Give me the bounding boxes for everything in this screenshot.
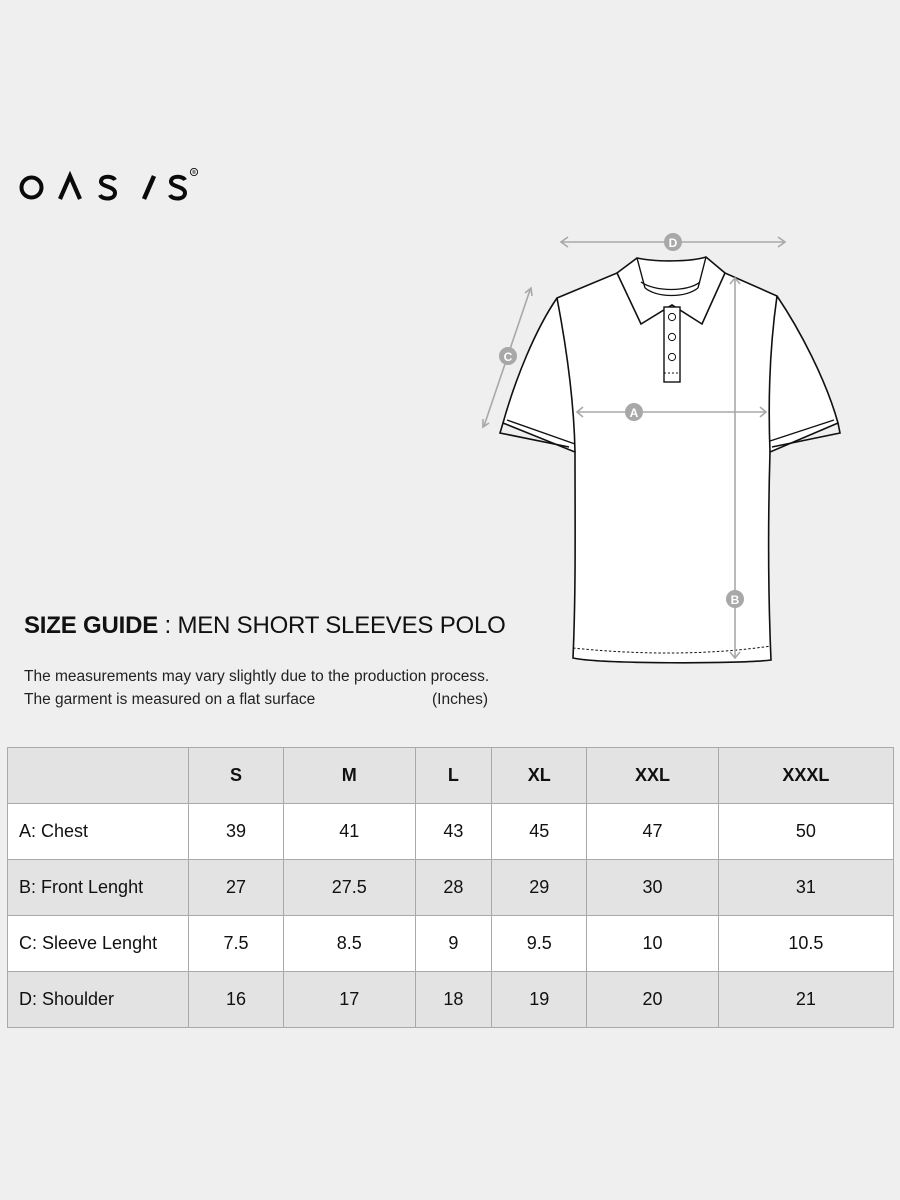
brand-logo bbox=[18, 166, 203, 206]
page-title bbox=[24, 612, 506, 640]
table-corner-cell bbox=[8, 748, 189, 804]
row-label: A: Chest bbox=[8, 804, 189, 860]
table-cell: 8.5 bbox=[284, 916, 416, 972]
table-cell: 41 bbox=[284, 804, 416, 860]
svg-text:C: C bbox=[503, 350, 513, 364]
row-label: B: Front Lenght bbox=[8, 860, 189, 916]
title-separator: : bbox=[158, 612, 178, 639]
table-cell: 45 bbox=[492, 804, 587, 860]
marker-d bbox=[561, 233, 785, 251]
column-header: XXL bbox=[587, 748, 718, 804]
column-header: XL bbox=[492, 748, 587, 804]
table-cell: 29 bbox=[492, 860, 587, 916]
table-cell: 18 bbox=[415, 972, 492, 1028]
table-cell: 17 bbox=[284, 972, 416, 1028]
column-header: XXXL bbox=[718, 748, 893, 804]
title-product: MEN SHORT SLEEVES POLO bbox=[177, 612, 506, 639]
svg-text:®: ® bbox=[192, 170, 196, 176]
table-cell: 30 bbox=[587, 860, 718, 916]
table-cell: 39 bbox=[189, 804, 284, 860]
oasis-logo-icon bbox=[18, 166, 203, 206]
table-row bbox=[8, 860, 894, 916]
column-header: M bbox=[284, 748, 416, 804]
title-bold: SIZE GUIDE bbox=[24, 612, 159, 639]
row-label: D: Shoulder bbox=[8, 972, 189, 1028]
svg-text:D: D bbox=[668, 236, 678, 250]
table-cell: 16 bbox=[189, 972, 284, 1028]
row-label: C: Sleeve Lenght bbox=[8, 916, 189, 972]
polo-measurement-diagram bbox=[470, 225, 870, 675]
size-table bbox=[7, 747, 894, 1028]
table-cell: 21 bbox=[718, 972, 893, 1028]
svg-text:A: A bbox=[629, 406, 639, 420]
table-header-row bbox=[8, 748, 894, 804]
table-cell: 27 bbox=[189, 860, 284, 916]
units-label: (Inches) bbox=[432, 691, 488, 708]
table-cell: 9 bbox=[415, 916, 492, 972]
column-header: S bbox=[189, 748, 284, 804]
table-cell: 19 bbox=[492, 972, 587, 1028]
table-row bbox=[8, 972, 894, 1028]
table-cell: 7.5 bbox=[189, 916, 284, 972]
polo-shirt-icon bbox=[470, 225, 870, 675]
table-cell: 10.5 bbox=[718, 916, 893, 972]
svg-text:B: B bbox=[730, 593, 740, 607]
note-flat-surface: The garment is measured on a flat surface bbox=[24, 691, 316, 708]
table-cell: 43 bbox=[415, 804, 492, 860]
note-production: The measurements may vary slightly due to the production process. bbox=[24, 668, 490, 685]
table-cell: 28 bbox=[415, 860, 492, 916]
table-cell: 27.5 bbox=[284, 860, 416, 916]
table-cell: 31 bbox=[718, 860, 893, 916]
column-header: L bbox=[415, 748, 492, 804]
table-cell: 47 bbox=[587, 804, 718, 860]
table-cell: 9.5 bbox=[492, 916, 587, 972]
table-cell: 50 bbox=[718, 804, 893, 860]
table-row bbox=[8, 804, 894, 860]
table-row bbox=[8, 916, 894, 972]
table-cell: 10 bbox=[587, 916, 718, 972]
table-cell: 20 bbox=[587, 972, 718, 1028]
